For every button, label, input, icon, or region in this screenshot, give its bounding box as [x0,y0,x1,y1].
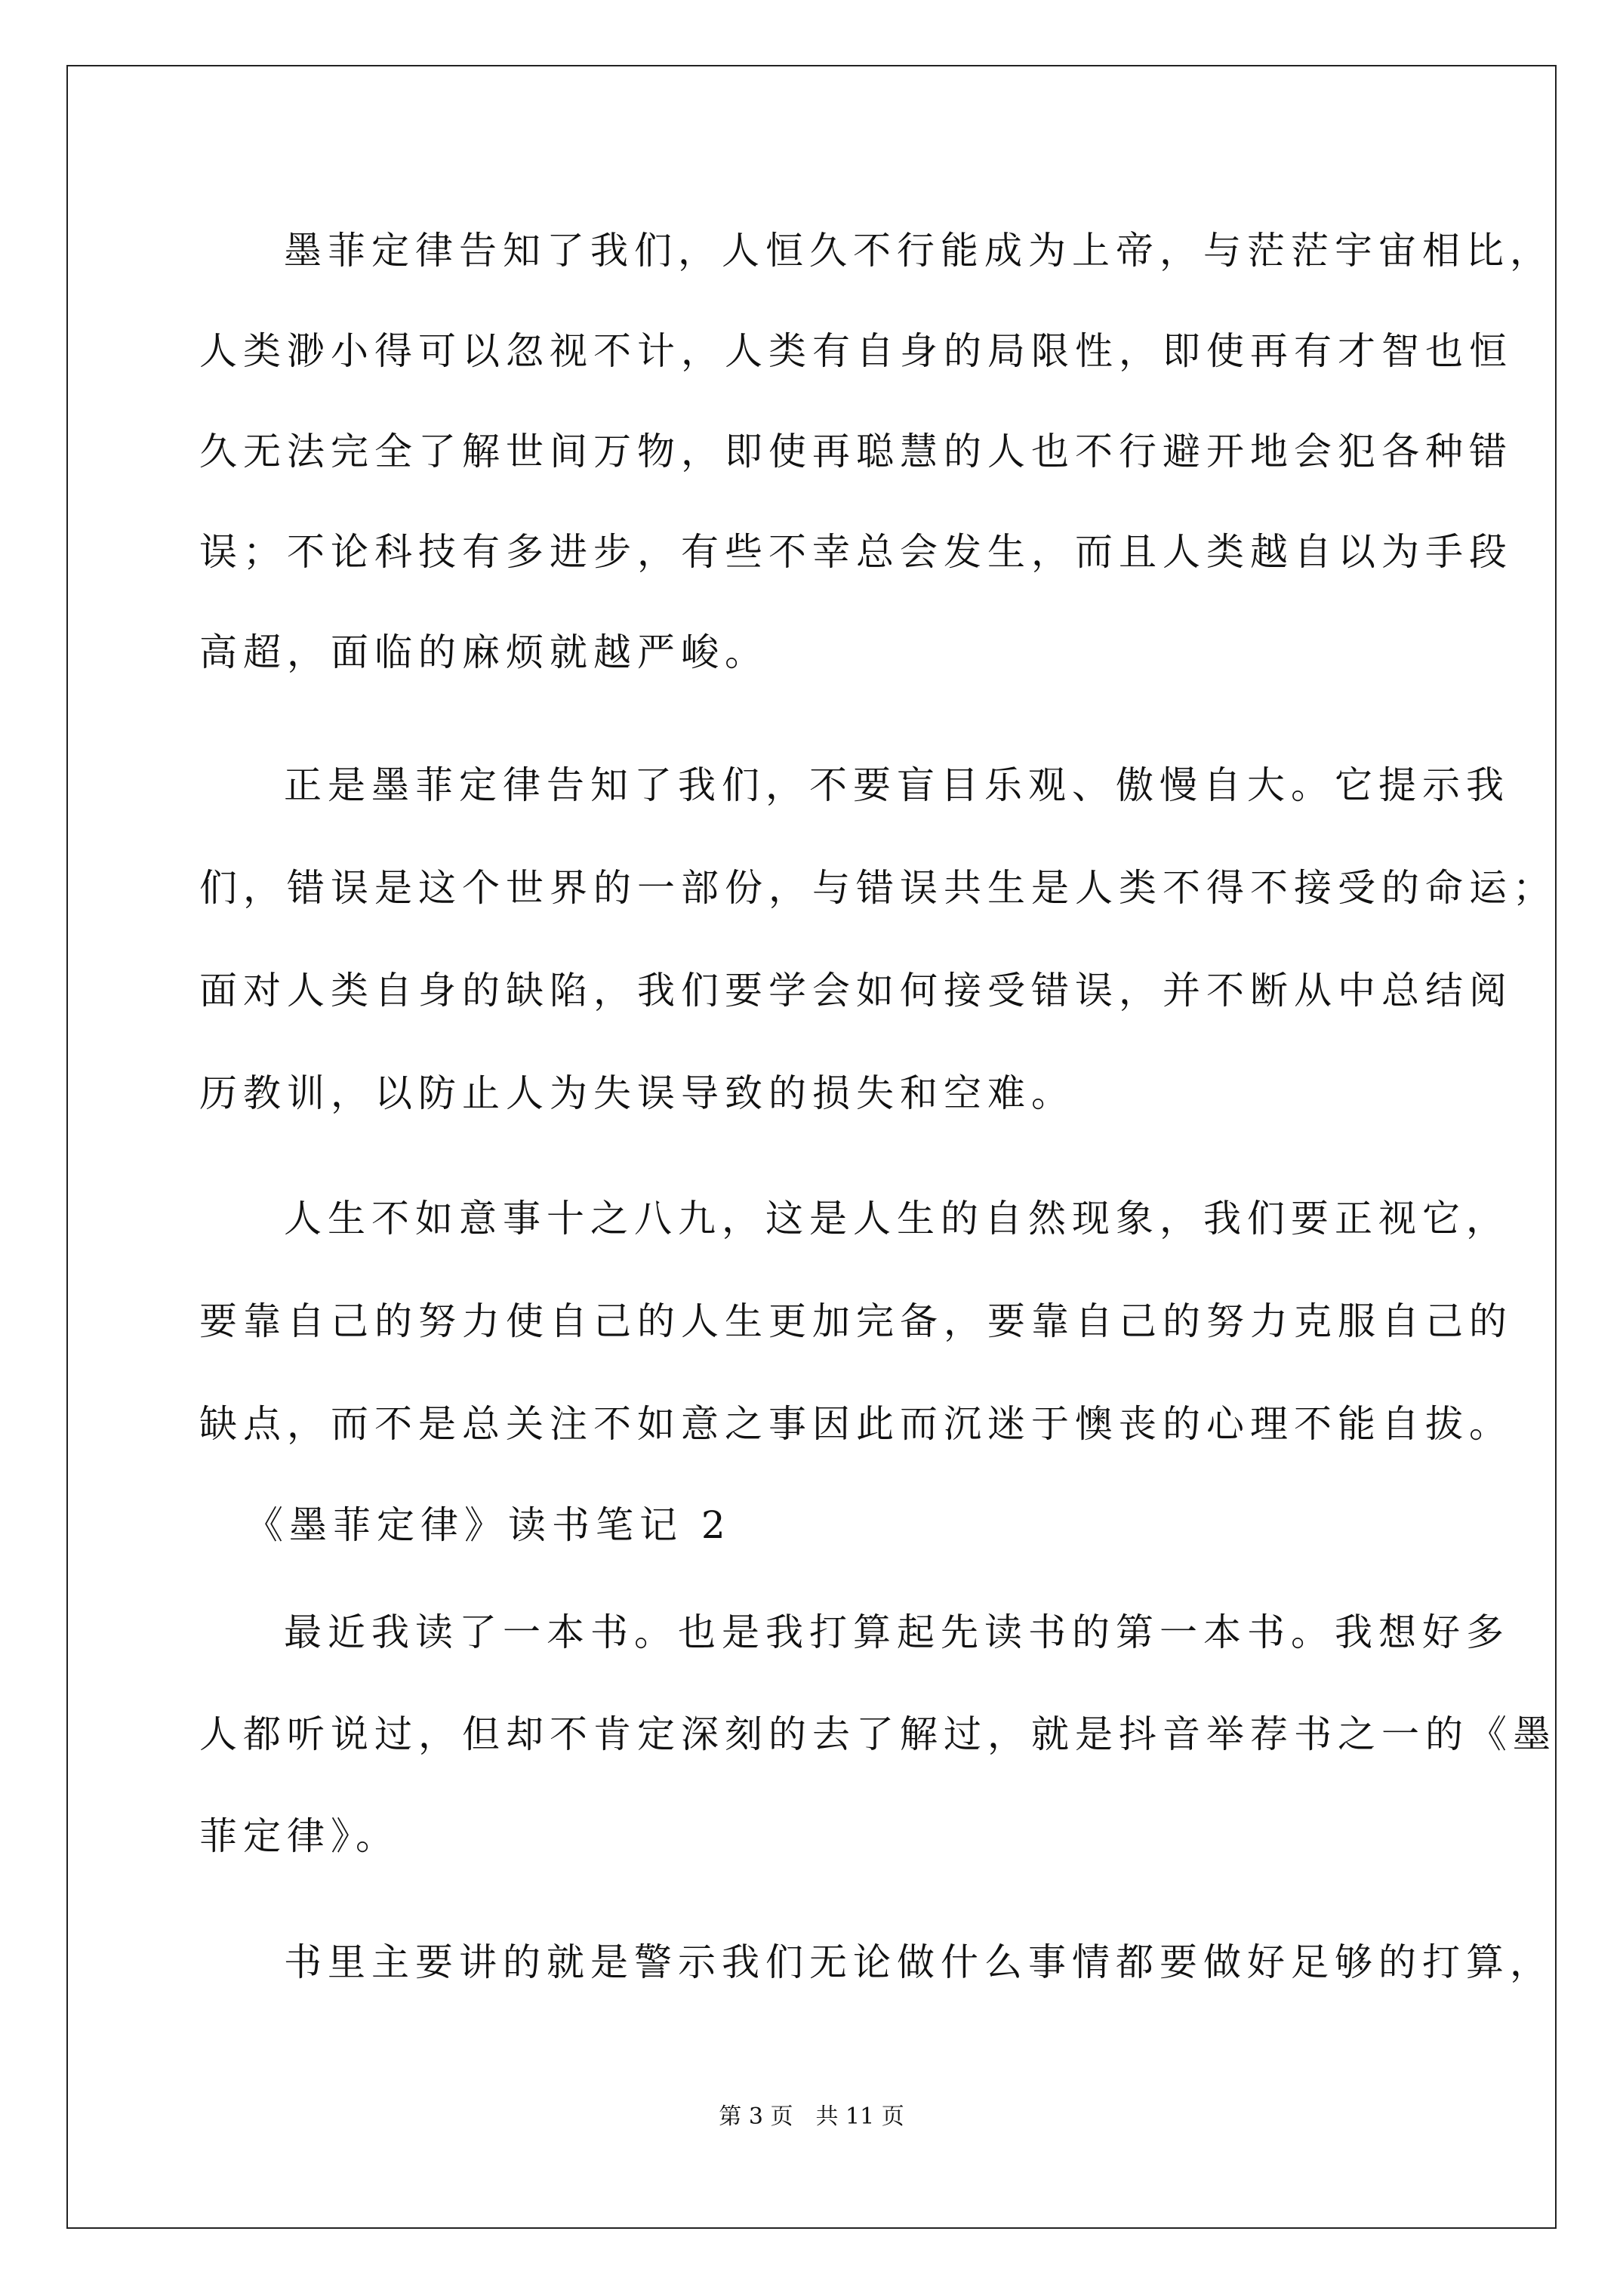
paragraph-5-line-1: 书里主要讲的就是警示我们无论做什么事情都要做好足够的打算， [284,1940,1554,1984]
paragraph-1-line-1: 墨菲定律告知了我们，人恒久不行能成为上帝，与茫茫宇宙相比， [284,229,1554,273]
paragraph-4-line-3: 菲定律》。 [199,1814,399,1858]
paragraph-3-line-2: 要靠自己的努力使自己的人生更加完备，要靠自己的努力克服自己的 [199,1299,1513,1343]
paragraph-3-line-1: 人生不如意事十之八九，这是人生的自然现象，我们要正视它， [284,1197,1510,1240]
page-footer: 第 3 页 共 11 页 [719,2103,904,2130]
page-border [66,65,1557,2229]
paragraph-3-line-3: 缺点，而不是总关注不如意之事因此而沉迷于懊丧的心理不能自拔。 [199,1402,1513,1446]
paragraph-1-line-4: 误；不论科技有多进步，有些不幸总会发生，而且人类越自以为手段 [199,530,1513,574]
paragraph-2-line-2: 们，错误是这个世界的一部份，与错误共生是人类不得不接受的命运； [199,866,1557,910]
paragraph-4-line-1: 最近我读了一本书。也是我打算起先读书的第一本书。我想好多 [284,1610,1510,1654]
paragraph-1-line-5: 高超，面临的麻烦就越严峻。 [199,630,768,674]
paragraph-2-line-1: 正是墨菲定律告知了我们，不要盲目乐观、傲慢自大。它提示我 [284,763,1510,807]
section-heading: 《墨菲定律》读书笔记 2 [245,1503,731,1547]
paragraph-2-line-3: 面对人类自身的缺陷，我们要学会如何接受错误，并不断从中总结阅 [199,969,1513,1012]
paragraph-1-line-3: 久无法完全了解世间万物，即使再聪慧的人也不行避开地会犯各种错 [199,430,1513,473]
paragraph-4-line-2: 人都听说过，但却不肯定深刻的去了解过，就是抖音举荐书之一的《墨 [199,1712,1557,1756]
paragraph-2-line-4: 历教训，以防止人为失误导致的损失和空难。 [199,1071,1075,1115]
paragraph-1-line-2: 人类渺小得可以忽视不计，人类有自身的局限性，即使再有才智也恒 [199,329,1513,373]
